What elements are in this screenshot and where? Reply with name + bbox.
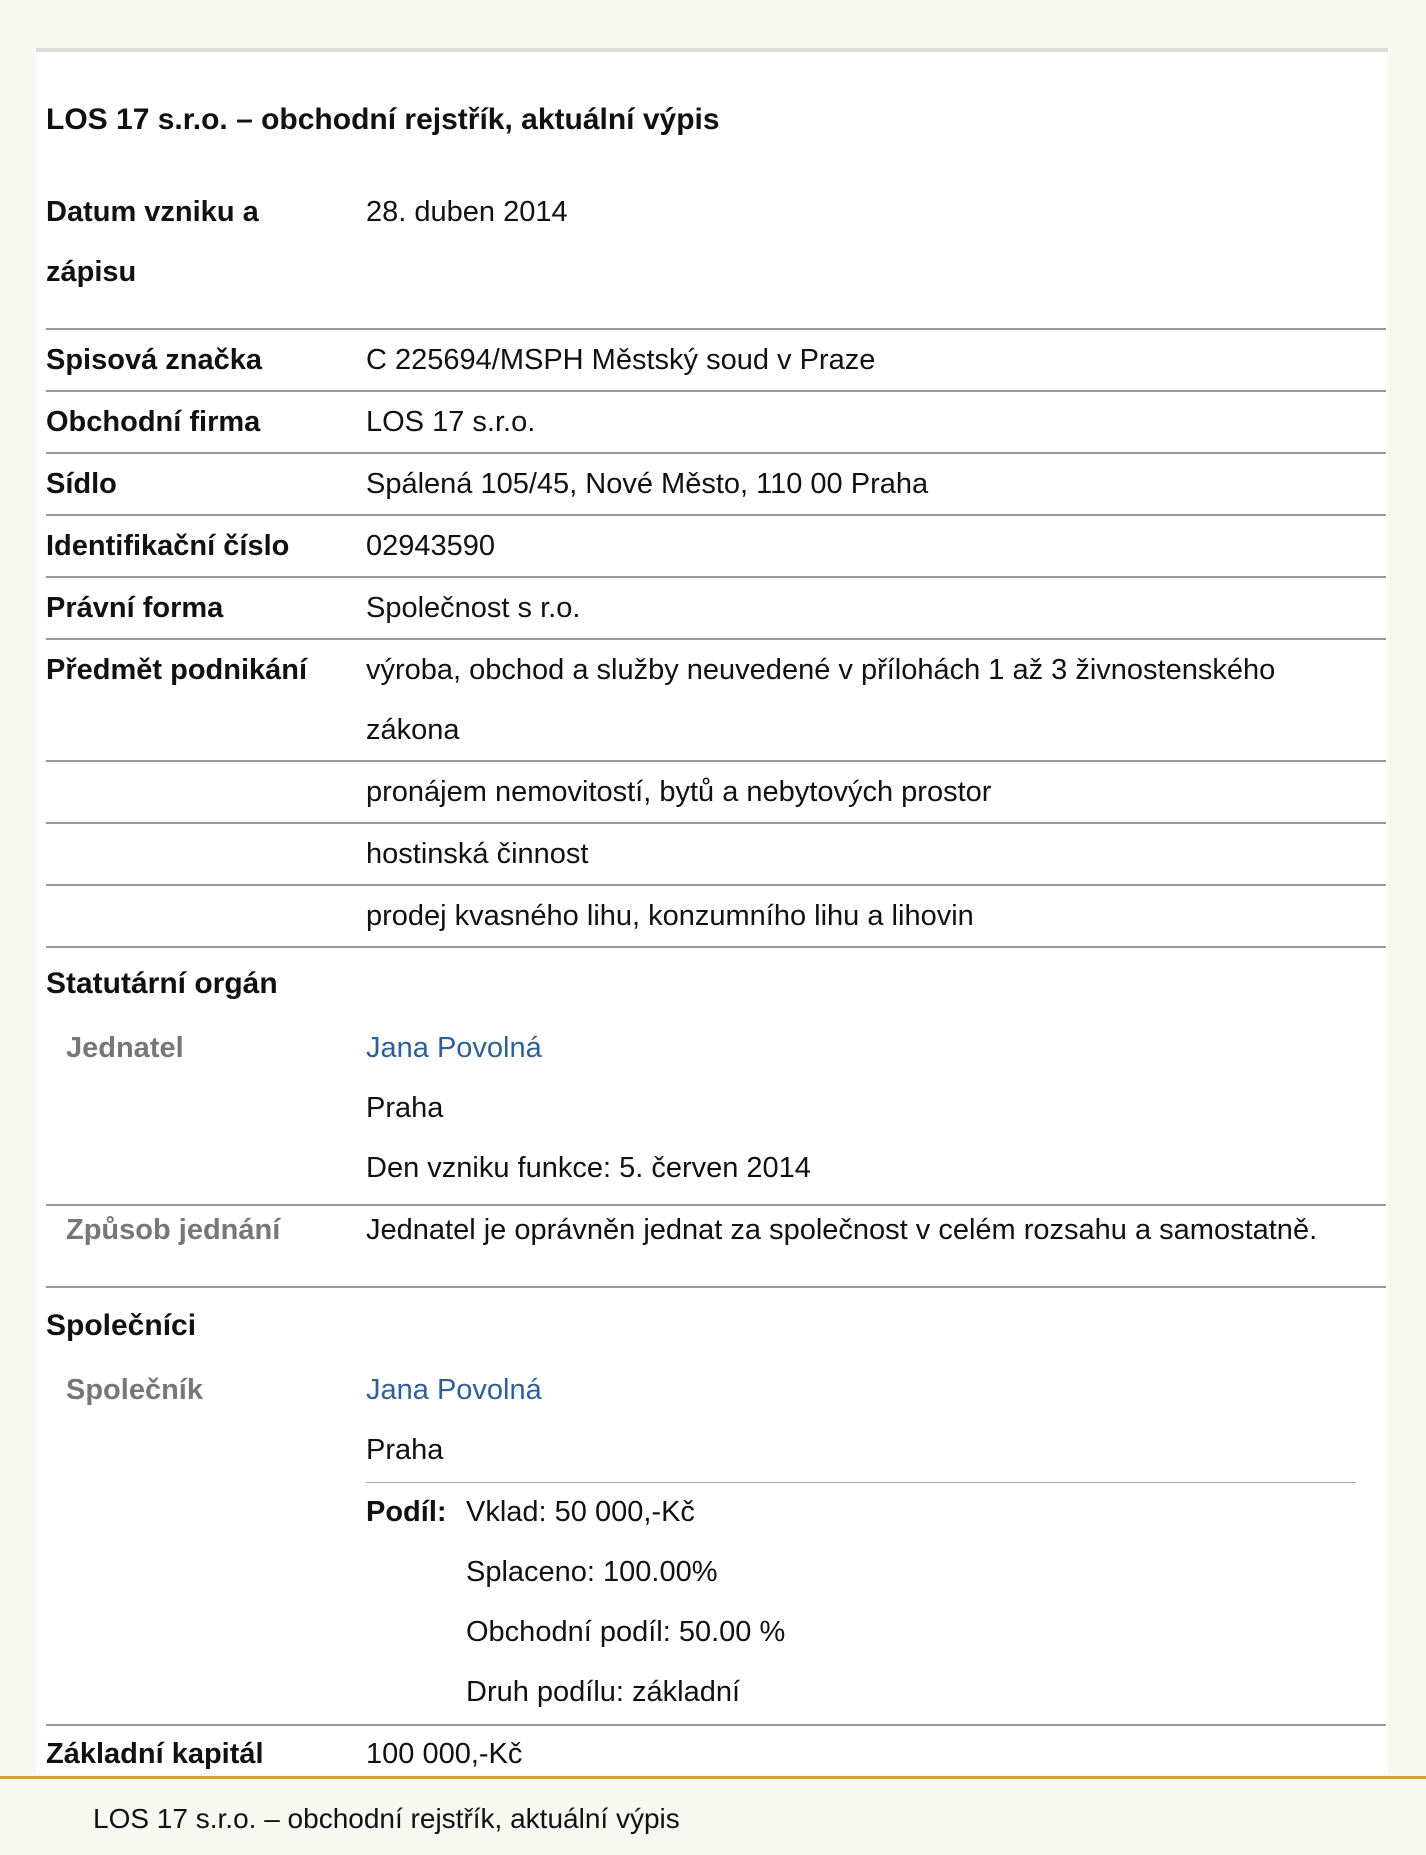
row-ico: [46, 514, 1386, 578]
label-predmet: Předmět podnikání: [46, 654, 308, 686]
label-pravni-forma: Právní forma: [46, 592, 224, 624]
podil-druh: Druh podílu: základní: [466, 1676, 741, 1708]
value-spisova-znacka: C 225694/MSPH Městský soud v Praze: [366, 344, 876, 376]
row-predmet-3: [46, 822, 1386, 886]
value-ico: 02943590: [366, 530, 496, 562]
footer-text: LOS 17 s.r.o. – obchodní rejstřík, aktuální výpis: [93, 1803, 680, 1834]
label-ico: Identifikační číslo: [46, 530, 290, 562]
spolecnik-name-link[interactable]: Jana Povolná: [366, 1374, 542, 1406]
jednatel-since: Den vzniku funkce: 5. červen 2014: [366, 1152, 811, 1184]
section-heading-statutarni-organ: Statutární orgán: [46, 967, 278, 1000]
row-predmet-4: [46, 884, 1386, 948]
spolecnik-city: Praha: [366, 1434, 444, 1466]
value-predmet-item: pronájem nemovitostí, bytů a nebytových prostor: [366, 776, 992, 808]
value-predmet-item: výroba, obchod a služby neuvedené v přílohách 1 až 3 živnostenského zákona: [366, 654, 1276, 746]
value-datum-vzniku: 28. duben 2014: [366, 196, 568, 228]
row-predmet-1: [46, 638, 1386, 762]
podil-vklad: Vklad: 50 000,-Kč: [466, 1496, 695, 1528]
podil-label: Podíl:: [366, 1496, 447, 1528]
podil-splaceno: Splaceno: 100.00%: [466, 1556, 718, 1588]
row-obchodni-firma: [46, 390, 1386, 454]
registry-extract-card: [36, 48, 1388, 1774]
jednatel-name-link[interactable]: Jana Povolná: [366, 1032, 542, 1064]
value-sidlo: Spálená 105/45, Nové Město, 110 00 Praha: [366, 468, 929, 500]
page-title: LOS 17 s.r.o. – obchodní rejstřík, aktuální výpis: [46, 103, 720, 136]
label-zpusob-jednani: Způsob jednání: [66, 1214, 281, 1246]
row-pravni-forma: [46, 576, 1386, 640]
label-obchodni-firma: Obchodní firma: [46, 406, 261, 438]
value-pravni-forma: Společnost s r.o.: [366, 592, 581, 624]
row-predmet-2: [46, 760, 1386, 824]
value-predmet-item: prodej kvasného lihu, konzumního lihu a lihovin: [366, 900, 974, 932]
label-spisova-znacka: Spisová značka: [46, 344, 262, 376]
label-datum-vzniku: Datum vzniku a zápisu: [46, 196, 259, 288]
podil-obchodni-podil: Obchodní podíl: 50.00 %: [466, 1616, 786, 1648]
row-sidlo: [46, 452, 1386, 516]
label-zakladni-kapital: Základní kapitál: [46, 1738, 264, 1770]
value-predmet-item: hostinská činnost: [366, 838, 589, 870]
value-obchodni-firma: LOS 17 s.r.o.: [366, 406, 536, 438]
jednatel-city: Praha: [366, 1092, 444, 1124]
label-spolecnik: Společník: [66, 1374, 203, 1406]
divider: [46, 1286, 1386, 1288]
label-jednatel: Jednatel: [66, 1032, 184, 1064]
divider: [46, 1204, 1386, 1206]
label-sidlo: Sídlo: [46, 468, 117, 500]
value-zakladni-kapital: 100 000,-Kč: [366, 1738, 523, 1770]
value-zpusob-jednani: Jednatel je oprávněn jednat za společnost v celém rozsahu a samostatně.: [366, 1214, 1318, 1246]
page-footer: [0, 1776, 1426, 1855]
row-datum-vzniku: [46, 176, 1386, 330]
row-spisova-znacka: [46, 328, 1386, 392]
divider: [366, 1482, 1356, 1483]
section-heading-spolecnici: Společníci: [46, 1309, 197, 1342]
